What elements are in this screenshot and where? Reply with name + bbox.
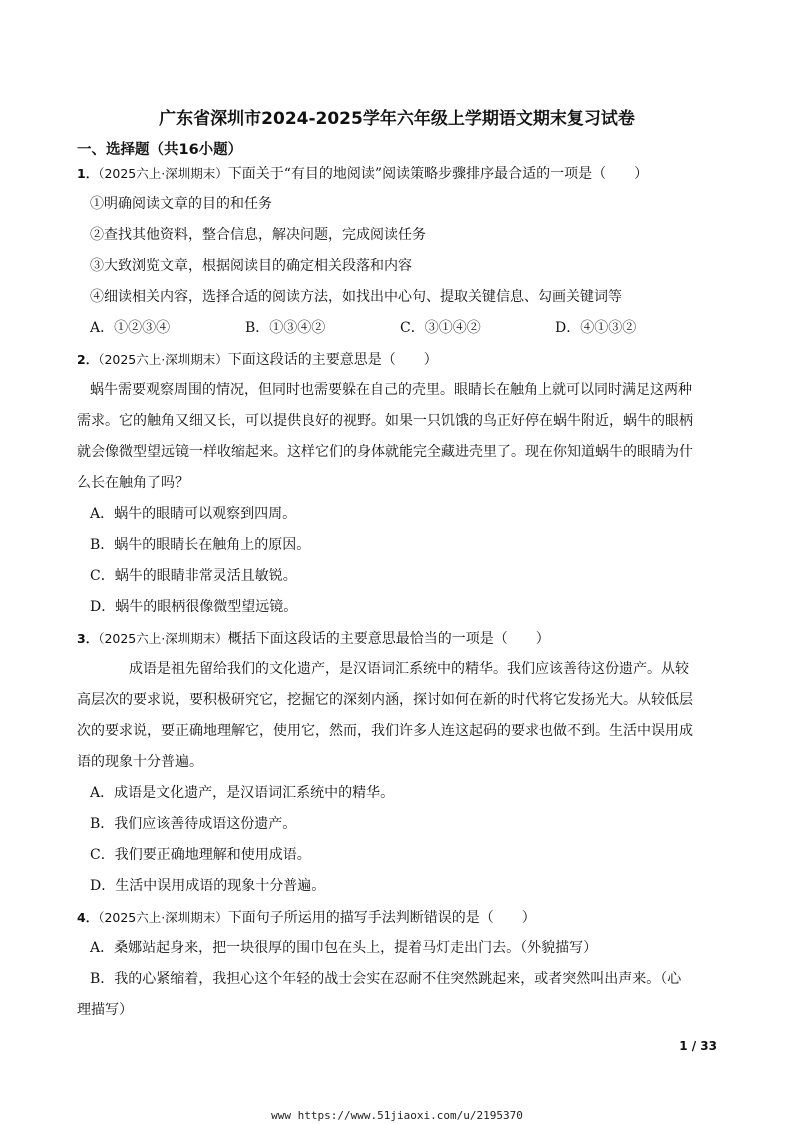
option-c: C．我们要正确地理解和使用成语。 [90,847,311,863]
option-b: B．①③④② [245,320,326,336]
passage-line: 成语是祖先留给我们的文化遗产，是汉语词汇系统中的精华。我们应该善待这份遗产。从较 [129,661,689,677]
question-1-item: ①明确阅读文章的目的和任务 [90,196,272,212]
option-b: B．我们应该善待成语这份遗产。 [90,816,297,832]
question-3-stem [77,623,717,654]
question-1-stem [77,158,717,189]
question-text: 下面这段话的主要意思是（ ） [227,352,438,368]
question-list [77,158,717,1026]
question-2-stem [77,344,717,375]
passage-line: 高层次的要求说，要积极研究它，挖掘它的深刻内涵，探讨如何在新的时代将它发扬光大。从较低层 [77,692,693,708]
question-1-options [77,313,717,344]
option-b-continued: 理描写） [77,1002,133,1018]
passage-line: 次的要求说，要正确地理解它，使用它，然而，我们许多人连这起码的要求也做不到。生活中误用成 [77,723,693,739]
passage-line: 需求。它的触角又细又长，可以提供良好的视野。如果一只饥饿的鸟正好停在蜗牛附近，蜗牛的眼柄 [77,413,693,429]
option-a: A．①②③④ [90,320,171,336]
question-text: 概括下面这段话的主要意思最恰当的一项是（ ） [227,631,550,647]
question-4-stem [77,902,717,933]
passage-line: 就会像微型望远镜一样收缩起来。这样它们的身体就能完全藏进壳里了。现在你知道蜗牛的眼睛为什 [77,444,693,460]
passage-line: 语的现象十分普遍。 [77,754,203,770]
question-source: （2025六上·深圳期末） [98,352,228,367]
question-number: 3． [77,631,99,646]
page-number: 1 / 33 [679,1039,717,1053]
question-1-item: ②查找其他资料，整合信息，解决问题，完成阅读任务 [90,227,426,243]
option-d: D．④①③② [555,320,637,336]
question-number: 2． [77,352,99,367]
section-heading: 一、选择题（共16小题） [77,142,243,158]
question-number: 4． [77,910,99,925]
option-d: D．生活中误用成语的现象十分普遍。 [90,878,326,894]
question-source: （2025六上·深圳期末） [98,631,228,646]
option-c: C．蜗牛的眼睛非常灵活且敏锐。 [90,568,297,584]
option-b: B．我的心紧缩着，我担心这个年轻的战士会实在忍耐不住突然跳起来，或者突然叫出声来。（心 [90,971,682,987]
passage-line: 蜗牛需要观察周围的情况，但同时也需要躲在自己的壳里。眼睛长在触角上就可以同时满足这两种 [90,382,692,398]
question-text: 下面句子所运用的描写手法判断错误的是（ ） [227,910,536,926]
option-b: B．蜗牛的眼睛长在触角上的原因。 [90,537,311,553]
passage-line: 么长在触角了吗？ [77,475,189,491]
question-1-item: ④细读相关内容，选择合适的阅读方法，如找出中心句、提取关键信息、勾画关键词等 [90,289,622,305]
option-a: A．成语是文化遗产，是汉语词汇系统中的精华。 [90,785,395,801]
question-source: （2025六上·深圳期末） [98,166,228,181]
option-a: A．桑娜站起身来，把一块很厚的围巾包在头上，提着马灯走出门去。（外貌描写） [90,940,598,956]
question-text: 下面关于“有目的地阅读”阅读策略步骤排序最合适的一项是（ ） [227,166,649,182]
page-title: 广东省深圳市2024-2025学年六年级上学期语文期末复习试卷 [159,109,635,129]
option-d: D．蜗牛的眼柄很像微型望远镜。 [90,599,298,615]
question-number: 1． [77,166,99,181]
option-a: A．蜗牛的眼睛可以观察到四周。 [90,506,297,522]
question-source: （2025六上·深圳期末） [98,910,228,925]
question-1-item: ③大致浏览文章，根据阅读目的确定相关段落和内容 [90,258,412,274]
watermark-url: www https://www.51jiaoxi.com/u/2195370 [271,1109,523,1122]
option-c: C．③①④② [400,320,481,336]
